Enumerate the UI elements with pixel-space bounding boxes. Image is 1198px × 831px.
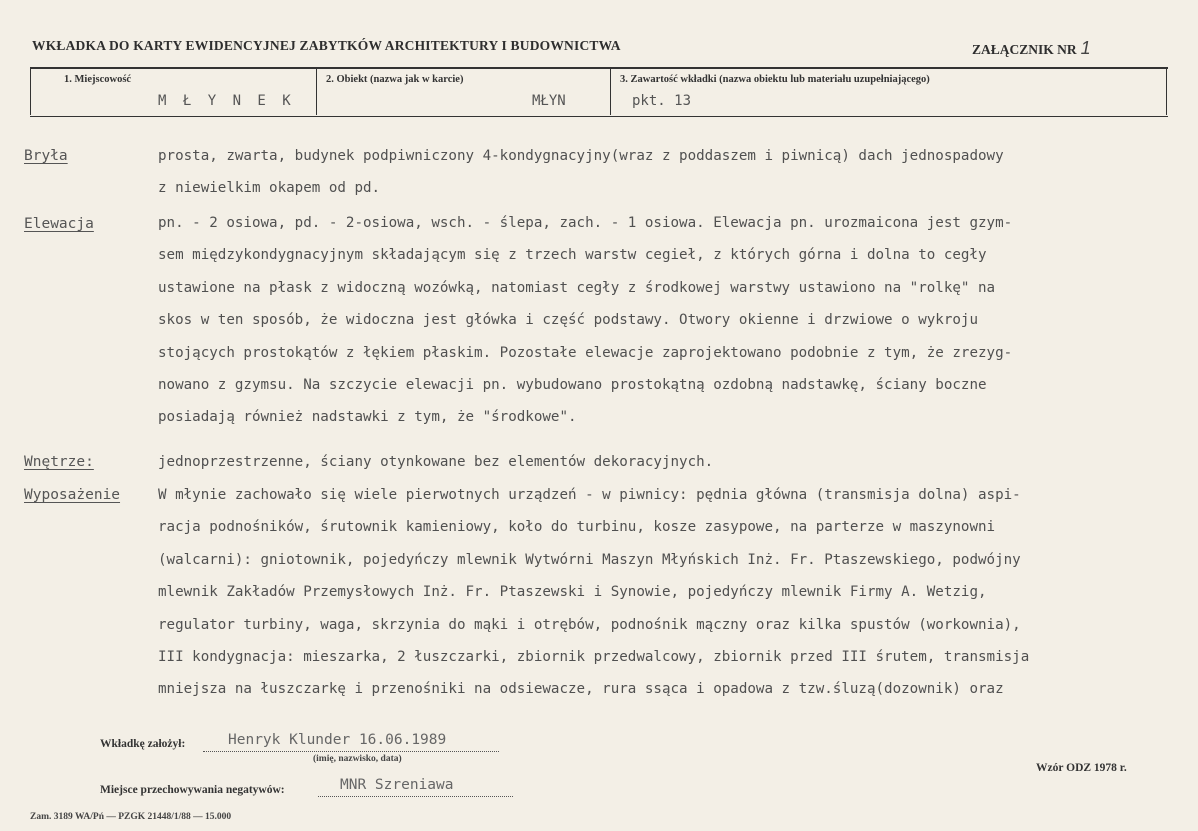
text-line: III kondygnacja: mieszarka, 2 łuszczarki, zbiornik przedwalcowy, zbiornik przed III śrutem, transmisja [158,648,1030,665]
box-divider-right [1166,69,1167,115]
text-line: regulator turbiny, waga, skrzynia do mąki i otrębów, podnośnik mączny oraz kilka spustów (workownia), [158,616,1021,633]
text-line: ustawione na płask z widoczną wozówką, natomiast cegły z środkowej warstwy ustawiono na "rolkę" na [158,279,996,296]
text-line: pn. - 2 osiowa, pd. - 2-osiowa, wsch. - ślepa, zach. - 1 osiowa. Elewacja pn. urozmaicona jest gzym- [158,215,1013,231]
header-bottom-rule [30,116,1168,117]
field-locality-label: 1. Miejscowość [64,74,132,85]
field-content-label: 3. Zawartość wkładki (nazwa obiektu lub materiału uzupełniającego) [620,74,930,85]
storage-dotted-line [318,796,513,797]
section-label-wyposazenie: Wyposażenie [24,487,121,503]
founded-hint: (imię, nazwisko, data) [313,754,402,764]
field-locality-value: M Ł Y N E K [158,93,295,109]
text-line: mlewnik Zakładów Przemysłowych Inż. Fr. Ptaszewski i Synowie, pojedyńczy mlewnik Firmy A. Wetzig, [158,584,987,601]
text-line: sem międzykondygnacyjnym składającym się z trzech warstw cegieł, z których górna i dolna to cegły [158,247,987,264]
model-label: Wzór ODZ 1978 r. [1036,762,1127,774]
text-line: (walcarni): gniotownik, pojedyńczy mlewnik Wytwórni Maszyn Młyńskich Inż. Fr. Ptaszewskiego, podwójny [158,551,1021,568]
text-line: jednoprzestrzenne, ściany otynkowane bez elementów dekoracyjnych. [158,454,714,470]
annex-label [972,38,1091,59]
card-title: WKŁADKA DO KARTY EWIDENCYJNEJ ZABYTKÓW ARCHITEKTURY I BUDOWNICTWA [32,38,621,53]
field-object-label: 2. Obiekt (nazwa jak w karcie) [326,74,464,85]
section-label-bryla: Bryła [24,148,68,164]
annex-label-text: ZAŁĄCZNIK NR [972,42,1077,57]
text-line: W młynie zachowało się wiele pierwotnych urządzeń - w piwnicy: pędnia główna (transmisja dolna) aspi- [158,487,1021,503]
text-line: racja podnośników, śrutownik kamieniowy, koło do turbinu, kosze zasypowe, na parterze w maszynowni [158,519,996,536]
annex-number: 1 [1080,38,1091,58]
section-text-elewacja [158,207,1188,434]
field-content-value: pkt. 13 [632,93,692,109]
section-label-elewacja: Elewacja [24,216,94,232]
text-line: mniejsza na łuszczarkę i przenośniki na odsiewacze, rura ssąca i opadowa z tzw.śluzą(dozownik) oraz [158,681,1004,698]
section-text-bryla [158,140,1188,205]
founded-dotted-line [203,751,499,752]
storage-value: MNR Szreniawa [340,777,454,793]
text-line: posiadają również nadstawki z tym, że "środkowe". [158,409,577,426]
print-info: Zam. 3189 WA/Pń — PZGK 21448/1/88 — 15.000 [30,812,232,822]
field-object-value: MŁYN [532,93,566,109]
text-line: prosta, zwarta, budynek podpiwniczony 4-kondygnacyjny(wraz z poddaszem i piwnicą) dach jednospadowy [158,148,1004,164]
box-divider-left [30,69,31,115]
text-line: stojących prostokątów z łękiem płaskim. Pozostałe elewacje zaprojektowano podobnie z tym, że zrezyg- [158,344,1013,361]
box-divider-2 [610,69,611,115]
text-line: nowano z gzymsu. Na szczycie elewacji pn. wybudowano prostokątną ozdobną nadstawkę, ściany boczne [158,376,987,393]
text-line: skos w ten sposób, że widoczna jest główka i część podstawy. Otwory okienne i drzwiowe o wykroju [158,312,978,329]
founded-label: Wkładkę założył: [100,738,186,750]
section-text-wnetrze [158,446,1188,478]
box-divider-1 [316,69,317,115]
text-line: z niewielkim okapem od pd. [158,180,381,197]
storage-label: Miejsce przechowywania negatywów: [100,784,285,796]
founded-value: Henryk Klunder 16.06.1989 [228,732,447,748]
section-text-wyposazenie [158,479,1188,706]
section-label-wnetrze: Wnętrze: [24,454,94,470]
header-top-rule [30,67,1168,69]
